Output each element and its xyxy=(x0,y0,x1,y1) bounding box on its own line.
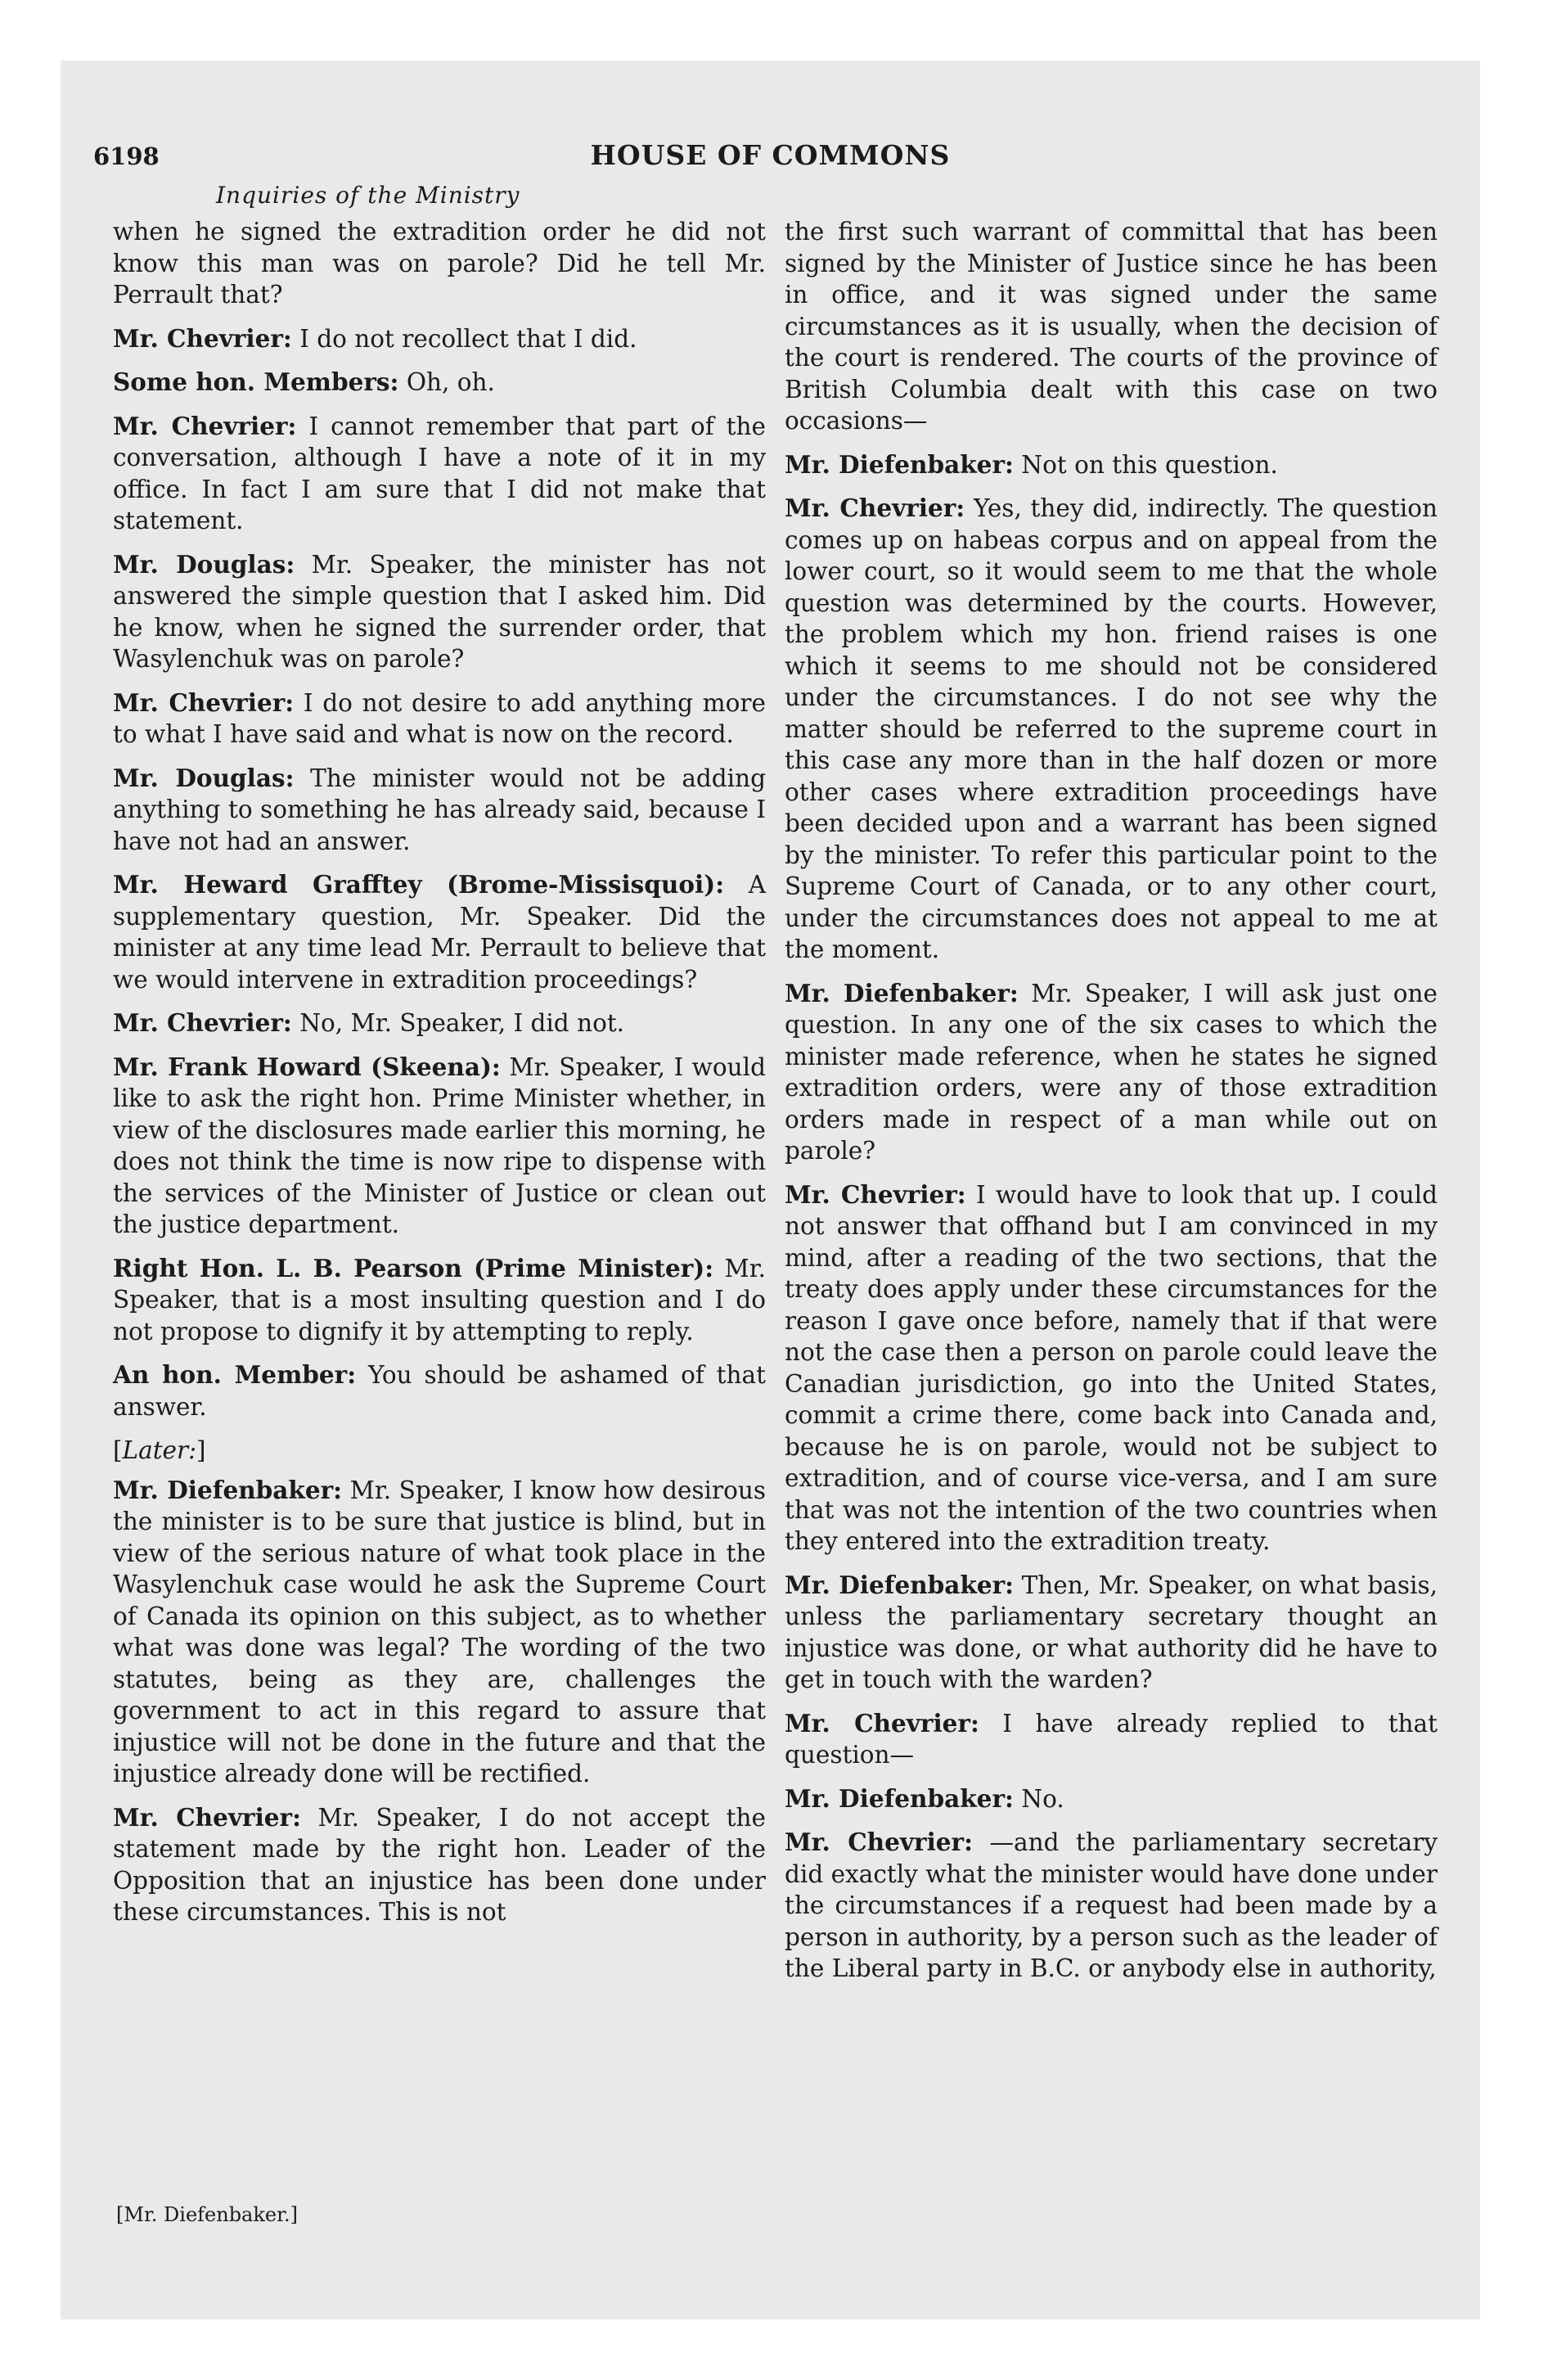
right-column xyxy=(785,216,1438,1997)
speaker-name: Mr. Diefenbaker: xyxy=(785,978,1019,1007)
paragraph xyxy=(113,1359,766,1422)
footer-speaker-tag: [Mr. Diefenbaker.] xyxy=(116,2203,298,2226)
paragraph xyxy=(113,869,766,995)
paragraph-text: Not on this question. xyxy=(1021,450,1278,479)
left-column xyxy=(113,216,766,1941)
paragraph xyxy=(785,1783,1438,1815)
speaker-name: Mr. Douglas: xyxy=(113,549,295,579)
speaker-name: Mr. Chevrier: xyxy=(113,687,295,717)
speaker-name: Mr. Chevrier: xyxy=(785,1179,966,1209)
paragraph xyxy=(785,216,1438,437)
paragraph xyxy=(113,1475,766,1790)
section-subtitle: Inquiries of the Ministry xyxy=(216,182,520,209)
speaker-name: Mr. Diefenbaker: xyxy=(785,449,1014,479)
page-number: 6198 xyxy=(93,142,160,170)
paragraph xyxy=(113,1007,766,1039)
paragraph-text: No. xyxy=(1021,1784,1064,1813)
speaker-name: Mr. Chevrier: xyxy=(113,323,292,353)
speaker-name: Mr. Chevrier: xyxy=(785,1708,979,1738)
paragraph xyxy=(113,367,766,399)
paragraph-text: Mr. Speaker, I will ask just one question. In any one of the six cases to which the minister made reference, when he states he signed extradition orders, were any of those extradition orders made in respect of a man while out on parole? xyxy=(785,979,1438,1165)
paragraph-text: Oh, oh. xyxy=(406,368,495,396)
paragraph-text: —and the parliamentary secretary did exactly what the minister would have done under the circumstances if a request had been made by a person in authority, by a person such as the leader of the Liberal party in B.C. or anybody else in authority, xyxy=(785,1828,1438,1982)
paragraph-text: when he signed the extradition order he did not know this man was on parole? Did he tell Mr. Perrault that? xyxy=(113,218,766,309)
paragraph xyxy=(785,1570,1438,1696)
paragraph xyxy=(113,1802,766,1928)
paragraph-text: Mr. Speaker, that is a most insulting question and I do not propose to dignify it by attempting to reply. xyxy=(113,1254,766,1346)
paragraph xyxy=(113,1253,766,1348)
speaker-name: Mr. Diefenbaker: xyxy=(113,1475,343,1504)
speaker-name: Mr. Chevrier: xyxy=(113,411,297,440)
paragraph-text: Mr. Speaker, the minister has not answered the simple question that I asked him. Did he know, when he signed the surrender order, that Wasylenchuk was on parole? xyxy=(113,550,766,673)
paragraph-text: A supplementary question, Mr. Speaker. Did the minister at any time lead Mr. Perrault to believe that we would intervene in extradition proceedings? xyxy=(113,871,766,994)
paragraph-text: Mr. Speaker, I would like to ask the right hon. Prime Minister whether, in view of the disclosures made earlier this morning, he does not think the time is now ripe to dispense with the services of the Minister of Justice or clean out the justice department. xyxy=(113,1053,766,1238)
paragraph-text: I do not desire to add anything more to what I have said and what is now on the record. xyxy=(113,688,766,748)
paragraph xyxy=(113,687,766,751)
paragraph xyxy=(785,1179,1438,1557)
speaker-name: Mr. Chevrier: xyxy=(113,1008,292,1037)
paragraph xyxy=(785,1827,1438,1985)
paragraph-text: I do not recollect that I did. xyxy=(299,324,637,353)
paragraph-text: Then, Mr. Speaker, on what basis, unless the parliamentary secretary thought an injustice was done, or what authority did he have to get in touch with the warden? xyxy=(785,1571,1438,1693)
speaker-name: Mr. Douglas: xyxy=(113,763,295,792)
paragraph xyxy=(785,978,1438,1167)
speaker-name: Mr. Chevrier: xyxy=(113,1802,301,1832)
speaker-name: Mr. Chevrier: xyxy=(785,494,965,522)
paragraph-text: No, Mr. Speaker, I did not. xyxy=(299,1009,625,1037)
speaker-name: Right Hon. L. B. Pearson (Prime Minister): xyxy=(113,1253,714,1282)
paragraph-text: I cannot remember that part of the conversation, although I have a note of it in my office. In fact I am sure that I did not make that statement. xyxy=(113,412,766,534)
paragraph-text: Yes, they did, indirectly. The question comes up on habeas corpus and on appeal from the lower court, so it would seem to me that the whole question was determined by the courts. However, the problem which my hon. friend raises is one which it seems to me should not be considered under the circumstances. I do not see why the matter should be referred to the supreme court in this case any more than in the half dozen or more other cases where extradition proceedings have been decided upon and a warrant has been signed by the minister. To refer this particular point to the Supreme Court of Canada, or to any other court, under the circumstances does not appeal to me at the moment. xyxy=(785,494,1438,963)
paragraph xyxy=(785,493,1438,966)
paragraph xyxy=(113,549,766,675)
paragraph xyxy=(113,411,766,537)
paragraph-text: You should be ashamed of that answer. xyxy=(113,1361,766,1421)
paragraph xyxy=(113,1052,766,1241)
paragraph-text: the first such warrant of committal that has been signed by the Minister of Justice since he has been in office, and it was signed under the same circumstances as it is usually, when the decision of the court is rendered. The courts of the province of British Columbia dealt with this case on two occasions— xyxy=(785,218,1438,435)
paragraph-text: I have already replied to that question— xyxy=(785,1709,1438,1769)
page-sheet xyxy=(61,61,1480,2319)
later-marker: [Later:] xyxy=(113,1436,206,1464)
paragraph-text: Mr. Speaker, I do not accept the statement made by the right hon. Leader of the Opposition that an injustice has been done under these circumstances. This is not xyxy=(113,1803,766,1926)
speaker-name: Some hon. Members: xyxy=(113,367,399,396)
paragraph xyxy=(113,763,766,858)
speaker-name: Mr. Chevrier: xyxy=(785,1828,973,1856)
later-text: Later: xyxy=(122,1436,197,1464)
speaker-name: Mr. Heward Grafftey (Brome-Missisquoi): xyxy=(113,870,725,899)
paragraph-text: The minister would not be adding anything to something he has already said, because I have not had an answer. xyxy=(113,764,766,855)
speaker-name: Mr. Frank Howard (Skeena): xyxy=(113,1052,501,1081)
paragraph xyxy=(785,449,1438,481)
paragraph-text: I would have to look that up. I could not answer that offhand but I am convinced in my mind, after a reading of the two sections, that the treaty does apply under these circumstances for the reason I gave once before, namely that if that were not the case then a person on parole could leave the Canadian jurisdiction, go into the United States, commit a crime there, come back into Canada and, because he is on parole, would not be subject to extradition, and of course vice-versa, and I am sure that was not the intention of the two countries when they entered into the extradition treaty. xyxy=(785,1180,1438,1555)
paragraph-text: Mr. Speaker, I know how desirous the minister is to be sure that justice is blind, but in view of the serious nature of what took place in the Wasylenchuk case would he ask the Supreme Court of Canada its opinion on this subject, as to whether what was done was legal? The wording of the two statutes, being as they are, challenges the government to act in this regard to assure that injustice will not be done in the future and that the injustice already done will be rectified. xyxy=(113,1476,766,1787)
speaker-name: An hon. Member: xyxy=(113,1360,357,1389)
paragraph xyxy=(113,323,766,355)
running-head: HOUSE OF COMMONS xyxy=(590,139,951,171)
paragraph xyxy=(785,1708,1438,1771)
speaker-name: Mr. Diefenbaker: xyxy=(785,1570,1015,1599)
speaker-name: Mr. Diefenbaker: xyxy=(785,1783,1014,1813)
paragraph xyxy=(113,216,766,311)
